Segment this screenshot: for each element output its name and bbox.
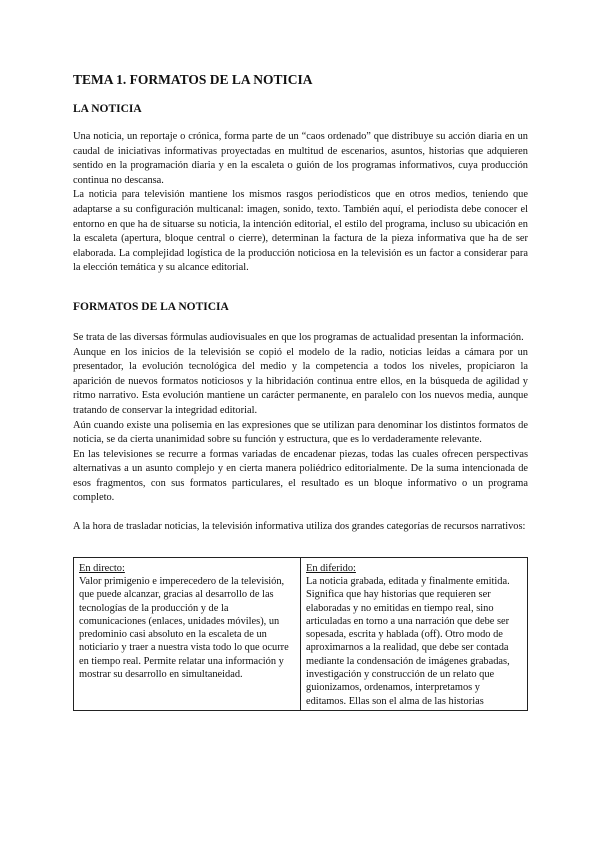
paragraph: Aunque en los inicios de la televisión se copió el modelo de la radio, noticias leídas a cámara por un presentador, la evolución tecnológica del medio y la competencia a todos los niveles, propiciaron la aparición de nuevos formatos noticiosos y la hibridación continua entre ellos, en la búsqueda de agilidad y ritmo narrativo. Esta evolución mantiene un carácter permanente, en paralelo con los nuevos media, aunque tratando de conservar la integridad editorial. — [73, 346, 528, 416]
formats-table — [73, 557, 528, 711]
section-heading-formatos: FORMATOS DE LA NOTICIA — [73, 300, 229, 313]
table-cell-en-directo — [74, 557, 301, 710]
section-heading-la-noticia: LA NOTICIA — [73, 103, 142, 115]
paragraph: Se trata de las diversas fórmulas audiovisuales en que los programas de actualidad presentan la información. — [73, 331, 524, 343]
document-title: TEMA 1. FORMATOS DE LA NOTICIA — [73, 72, 313, 87]
paragraph: Aún cuando existe una polisemia en las expresiones que se utilizan para denominar los distintos formatos de noticia, se da cierta unanimidad sobre su función y estructura, que es lo verdaderamente relevante. — [73, 419, 528, 446]
document-page — [73, 72, 528, 711]
cell-title-en-diferido: En diferido: — [306, 562, 356, 574]
cell-text-en-diferido: La noticia grabada, editada y finalmente emitida. Significa que hay historias que requieren ser elaboradas y no emitidas en tiempo real, sino articuladas en torno a una narración que debe ser sopesada, escrita y hablada (off). Otro modo de aproximarnos a la realidad, que debe ser contada mediante la condensación de imágenes grabadas, investigación y construcción de un relato que guionizamos, ordenamos, interpretamos y editamos. Ellas son el alma de las historias — [306, 575, 510, 707]
paragraph: La noticia para televisión mantiene los mismos rasgos periodísticos que en otros medios, teniendo que adaptarse a su configuración multicanal: imagen, sonido, texto. También aquí, el periodista debe conocer el entorno en que ha de situarse su noticia, la intención editorial, el estilo del programa, incluso su ubicación en la escaleta (apertura, bloque central o cierre), determinan la factura de la pieza informativa que ha de ser elaborada. La complejidad logística de la producción noticiosa en la televisión es un factor a considerar para la elección temática y su alcance editorial. — [73, 189, 528, 274]
paragraph: Una noticia, un reportaje o crónica, forma parte de un “caos ordenado” que distribuye su acción diaria en un caudal de iniciativas informativas proyectadas en multitud de escenarios, asuntos, historias que adquieren sentido en la programación diaria y en la escaleta o guión de los programas informativos, cuya producción continua no descansa. — [73, 131, 528, 186]
table-row — [74, 557, 528, 710]
cell-title-en-directo: En directo: — [79, 562, 125, 574]
paragraph: En las televisiones se recurre a formas variadas de encadenar piezas, todas las cuales ofrecen perspectivas alternativas a un asunto complejo y en cierta manera poliédrico editorialmente. De la suma intencionada de esos fragmentos, con sus formatos particulares, el resultado es un bloque informativo o un programa completo. — [73, 448, 528, 504]
cell-text-en-directo: Valor primigenio e imperecedero de la televisión, que puede alcanzar, gracias al desarrollo de las tecnologías de la producción y de la comunicaciones (enlaces, unidades móviles), un predominio casi absoluto en la escaleta de un noticiario y traer a nuestra vista todo lo que ocurre en tiempo real. Permite relatar una información y mostrar su desarrollo en simultaneidad. — [79, 575, 289, 681]
table-cell-en-diferido — [301, 557, 528, 710]
paragraph: A la hora de trasladar noticias, la televisión informativa utiliza dos grandes categorías de recursos narrativos: — [73, 521, 526, 533]
